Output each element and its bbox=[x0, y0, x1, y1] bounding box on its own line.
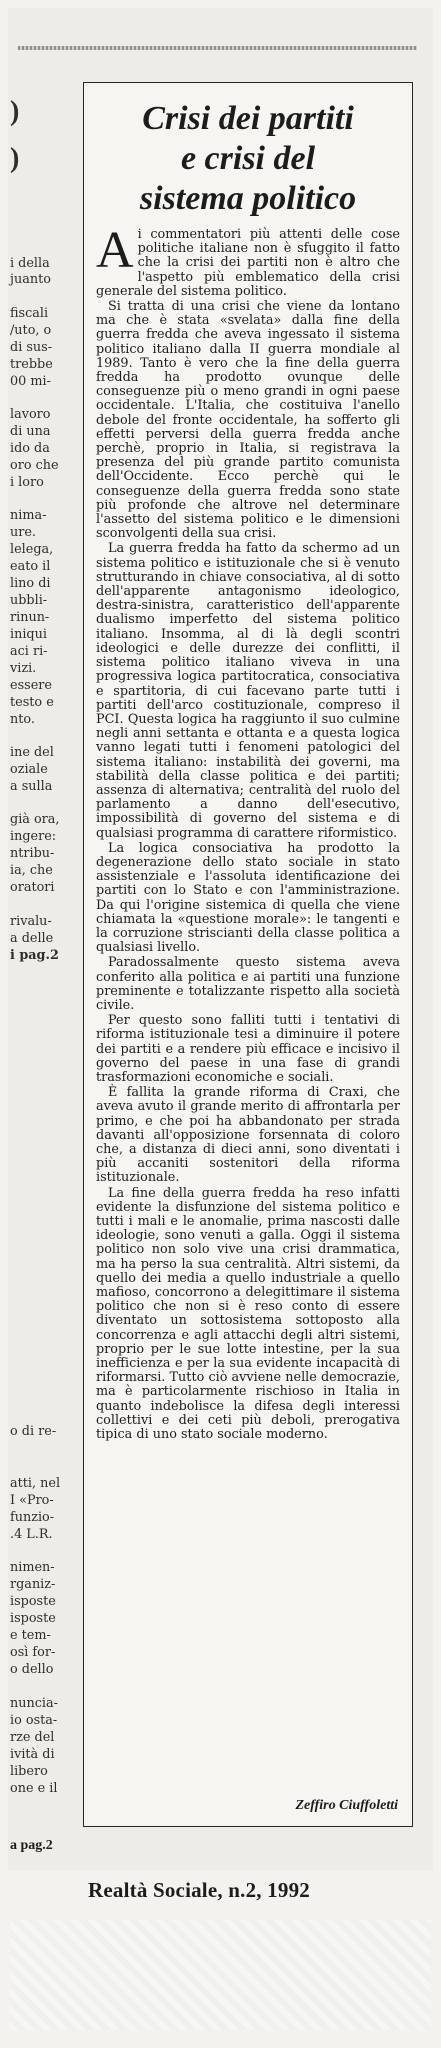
left-fragment: isposte bbox=[10, 1611, 56, 1626]
paragraph-1-text: i commentatori più attenti delle cose politiche italiane non è sfuggito il fatto che la crisi dei partiti non è altro che l'aspetto più emblematico della crisi generale del sistema politico. bbox=[96, 227, 400, 299]
left-fragment: vizi. bbox=[10, 661, 37, 676]
title-line-2: e crisi del bbox=[180, 140, 316, 177]
paragraph-5: Paradossalmente questo sistema aveva conferito alla politica e ai partiti una funzione preminente e totalizzante rispetto alla società civile. bbox=[96, 955, 400, 1013]
left-fragment: nimen- bbox=[10, 1560, 55, 1575]
left-fragment: ingere: bbox=[10, 829, 57, 844]
left-marker-1: ) bbox=[10, 96, 20, 127]
author-signature: Zeffiro Ciuffoletti bbox=[295, 1798, 398, 1813]
left-fragment: I «Pro- bbox=[10, 1493, 54, 1508]
article-body bbox=[96, 222, 400, 1443]
source-caption: Realtà Sociale, n.2, 1992 bbox=[88, 1878, 310, 1902]
left-fragment: oziale bbox=[10, 762, 48, 777]
left-fragment: rivalu- bbox=[10, 914, 52, 929]
left-fragment: lelega, bbox=[10, 542, 54, 557]
left-fragment: testo e bbox=[10, 695, 54, 710]
paragraph-3: La guerra fredda ha fatto da schermo ad un sistema politico e istituzionale che si è venuto strutturando in chiave consociativa, al di sotto dell'apparente antagonismo ideologico, destra-sinistra, caratteristico dell'apparente dualismo imperfetto del sistema politico italiano. Insomma, al di là degli scontri ideologici e delle durezze dei conflitti, il sistema politico italiano viveva in una progressiva logica partitocratica, consociativa e spartitoria, di cui facevano parte tutti i partiti dell'arco costituzionale, compreso il PCI. Questa logica ha raggiunto il suo culmine negli anni settanta e ottanta e a questa logica vanno legati tutti i fenomeni patologici del sistema italiano: instabilità dei governi, ma stabilità della classe politica e dei partiti; assenza di alternativa; centralità del ruolo del parlamento a danno dell'esecutivo, impossibilità di governo del sistema e di qualsiasi programma di carattere riformistico. bbox=[96, 541, 400, 841]
left-fragment: libero bbox=[10, 1764, 48, 1779]
title-line-1: Crisi dei partiti bbox=[142, 100, 354, 137]
left-fragment: funzio- bbox=[10, 1510, 55, 1525]
left-footer-page-ref: a pag.2 bbox=[10, 1838, 53, 1853]
left-marker-2: ) bbox=[10, 143, 20, 174]
left-fragment: a delle bbox=[10, 931, 54, 946]
left-fragment: nto. bbox=[10, 712, 35, 727]
paragraph-7: È fallita la grande riforma di Craxi, che aveva avuto il grande merito di affrontarla per primo, e che poi ha abbandonato per strada davanti all'opposizione forsennata di coloro che, a distanza di dieci anni, sono diventati i più accaniti sostenitori della riforma istituzionale. bbox=[96, 1085, 400, 1186]
left-fragment: ia, che bbox=[10, 863, 53, 878]
left-page-ref: i pag.2 bbox=[10, 948, 59, 963]
left-fragment: i della bbox=[10, 256, 50, 271]
left-column-fragments bbox=[0, 96, 74, 1855]
left-fragment: ine del bbox=[10, 745, 54, 760]
article-title bbox=[84, 99, 412, 219]
paragraph-1 bbox=[96, 222, 400, 299]
paragraph-6: Per questo sono falliti tutti i tentativi di riforma istituzionale tesi a diminuire il potere dei partiti e a rendere più efficace e incisivo il governo del paese in una fase di grandi trasformazioni economiche e sociali. bbox=[96, 1013, 400, 1085]
left-fragment: ività di bbox=[10, 1747, 55, 1762]
left-fragment: oratori bbox=[10, 880, 55, 895]
paragraph-2: Si tratta di una crisi che viene da lontano ma che è stata «svelata» dalla fine della guerra fredda che aveva ingessato il sistema politico italiano dalla II guerra mondiale al 1989. Tanto è vero che la fine della guerra fredda ha prodotto ovunque delle conseguenze più o meno grandi in ogni paese occidentale. L'Italia, che costituiva l'anello debole del fronte occidentale, ha sofferto gli effetti perversi della guerra fredda anche perchè, proprio in Italia, si registrava la presenza del più grande partito comunista dell'Occidente. Ecco perchè qui le conseguenze della guerra fredda sono state più profonde che altrove nel determinare l'assetto del sistema politico e le dimensioni sconvolgenti della sua crisi. bbox=[96, 299, 400, 542]
left-fragment: ntribu- bbox=[10, 846, 55, 861]
page-background-texture bbox=[10, 1920, 431, 2030]
title-line-3: sistema politico bbox=[139, 180, 357, 217]
left-fragment: /uto, o bbox=[10, 323, 52, 338]
left-fragment: juanto bbox=[10, 272, 51, 287]
left-fragment: 00 mi- bbox=[10, 374, 51, 389]
paragraph-4: La logica consociativa ha prodotto la degenerazione dello stato sociale in stato assistenziale e l'assoluta identificazione dei partiti con lo Stato e con l'amministrazione. Da qui l'origine sistemica di quella che viene chiamata la «questione morale»: le tangenti e la corruzione striscianti della classe politica a qualsiasi livello. bbox=[96, 840, 400, 956]
left-fragment: rganiz- bbox=[10, 1577, 56, 1592]
drop-cap: A bbox=[96, 222, 134, 279]
left-fragment: lavoro bbox=[10, 407, 51, 422]
left-fragment: già ora, bbox=[10, 812, 60, 827]
left-fragment: aci ri- bbox=[10, 644, 48, 659]
left-fragment: ubbli- bbox=[10, 593, 48, 608]
article-box bbox=[83, 82, 413, 1827]
left-fragment: essere bbox=[10, 678, 52, 693]
left-fragment: rinun- bbox=[10, 610, 50, 625]
left-fragment: atti, nel bbox=[10, 1476, 61, 1491]
left-fragment: lino di bbox=[10, 576, 51, 591]
left-fragment: ido da bbox=[10, 441, 50, 456]
left-fragment: ure. bbox=[10, 525, 36, 540]
left-fragment: a sulla bbox=[10, 779, 53, 794]
left-fragment: one e il bbox=[10, 1781, 58, 1796]
left-fragment: fiscali bbox=[10, 306, 49, 321]
left-fragment: o di re- bbox=[10, 1424, 57, 1439]
left-fragment: io osta- bbox=[10, 1713, 58, 1728]
left-fragment: osì for- bbox=[10, 1645, 56, 1660]
left-fragment: nima- bbox=[10, 508, 47, 523]
left-fragment: iniqui bbox=[10, 627, 47, 642]
left-fragment: i loro bbox=[10, 475, 44, 490]
paragraph-8: La fine della guerra fredda ha reso infatti evidente la disfunzione del sistema politico e tutti i mali e le anomalie, prima nascosti dalle ideologie, sono venuti a galla. Oggi il sistema politico non solo vive una crisi drammatica, ma ha perso la sua centralità. Altri sistemi, da quello dei media a quello industriale a quello mafioso, concorrono a delegittimare il sistema politico che non si è reso conto di essere diventato un sottosistema sottoposto alla concorrenza e agli attacchi degli altri sistemi, proprio per le sue lotte intestine, per la sua inefficienza e per la sua evidente incapacità di riformarsi. Tutto ciò avviene nelle democrazie, ma è particolarmente rischioso in Italia in quanto indebolisce la difesa degli interessi collettivi e dei ceti più deboli, prerogativa tipica di uno stato sociale moderno. bbox=[96, 1185, 400, 1443]
left-fragment: oro che bbox=[10, 458, 59, 473]
left-fragment: rze del bbox=[10, 1730, 55, 1745]
left-fragment: isposte bbox=[10, 1594, 56, 1609]
left-fragment: trebbe bbox=[10, 357, 53, 372]
left-fragment: di sus- bbox=[10, 340, 53, 355]
top-rule bbox=[18, 46, 417, 50]
left-fragment: o dello bbox=[10, 1662, 54, 1677]
left-fragment: e tem- bbox=[10, 1628, 51, 1643]
left-fragment: .4 L.R. bbox=[10, 1527, 53, 1542]
left-fragment: nuncia- bbox=[10, 1696, 58, 1711]
left-fragment: eato il bbox=[10, 559, 51, 574]
left-fragment: di una bbox=[10, 424, 51, 439]
